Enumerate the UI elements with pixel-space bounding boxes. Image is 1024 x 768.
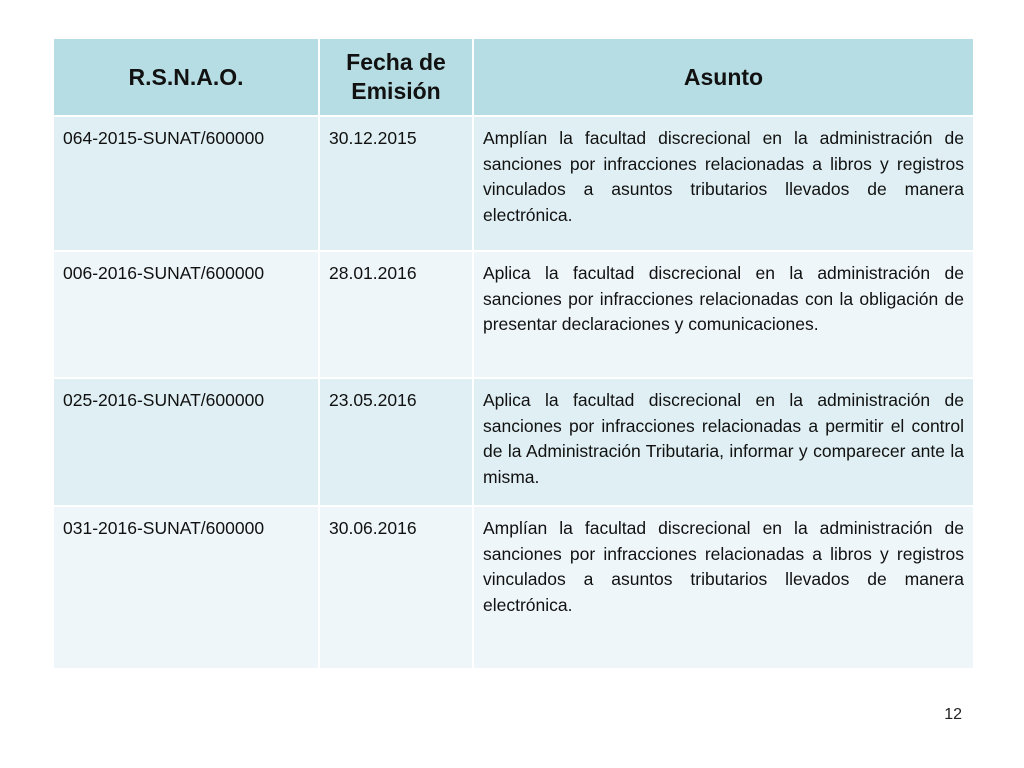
cell-fecha: 30.06.2016 <box>319 506 473 669</box>
header-fecha-line2: Emisión <box>351 78 441 104</box>
cell-asunto: Aplica la facultad discrecional en la administración de sanciones por infracciones relacionadas con la obligación de presentar declaraciones y comunicaciones. <box>473 251 974 378</box>
page-number: 12 <box>944 706 962 723</box>
table-row <box>53 506 974 669</box>
cell-fecha: 28.01.2016 <box>319 251 473 378</box>
header-rsnao: R.S.N.A.O. <box>53 38 319 116</box>
cell-asunto: Amplían la facultad discrecional en la administración de sanciones por infracciones relacionadas a libros y registros vinculados a asuntos tributarios llevados de manera electrónica. <box>473 506 974 669</box>
header-fecha-line1: Fecha de <box>346 49 446 75</box>
resolutions-table <box>52 37 975 670</box>
table-row <box>53 251 974 378</box>
cell-fecha: 30.12.2015 <box>319 116 473 251</box>
table-row <box>53 378 974 506</box>
cell-rsnao: 031-2016-SUNAT/600000 <box>53 506 319 669</box>
cell-rsnao: 025-2016-SUNAT/600000 <box>53 378 319 506</box>
header-fecha-emision <box>319 38 473 116</box>
header-asunto: Asunto <box>473 38 974 116</box>
cell-fecha: 23.05.2016 <box>319 378 473 506</box>
table-header-row <box>53 38 974 116</box>
cell-rsnao: 006-2016-SUNAT/600000 <box>53 251 319 378</box>
table-row <box>53 116 974 251</box>
cell-asunto: Aplica la facultad discrecional en la administración de sanciones por infracciones relacionadas a permitir el control de la Administración Tributaria, informar y comparecer ante la misma. <box>473 378 974 506</box>
cell-asunto: Amplían la facultad discrecional en la administración de sanciones por infracciones relacionadas a libros y registros vinculados a asuntos tributarios llevados de manera electrónica. <box>473 116 974 251</box>
cell-rsnao: 064-2015-SUNAT/600000 <box>53 116 319 251</box>
